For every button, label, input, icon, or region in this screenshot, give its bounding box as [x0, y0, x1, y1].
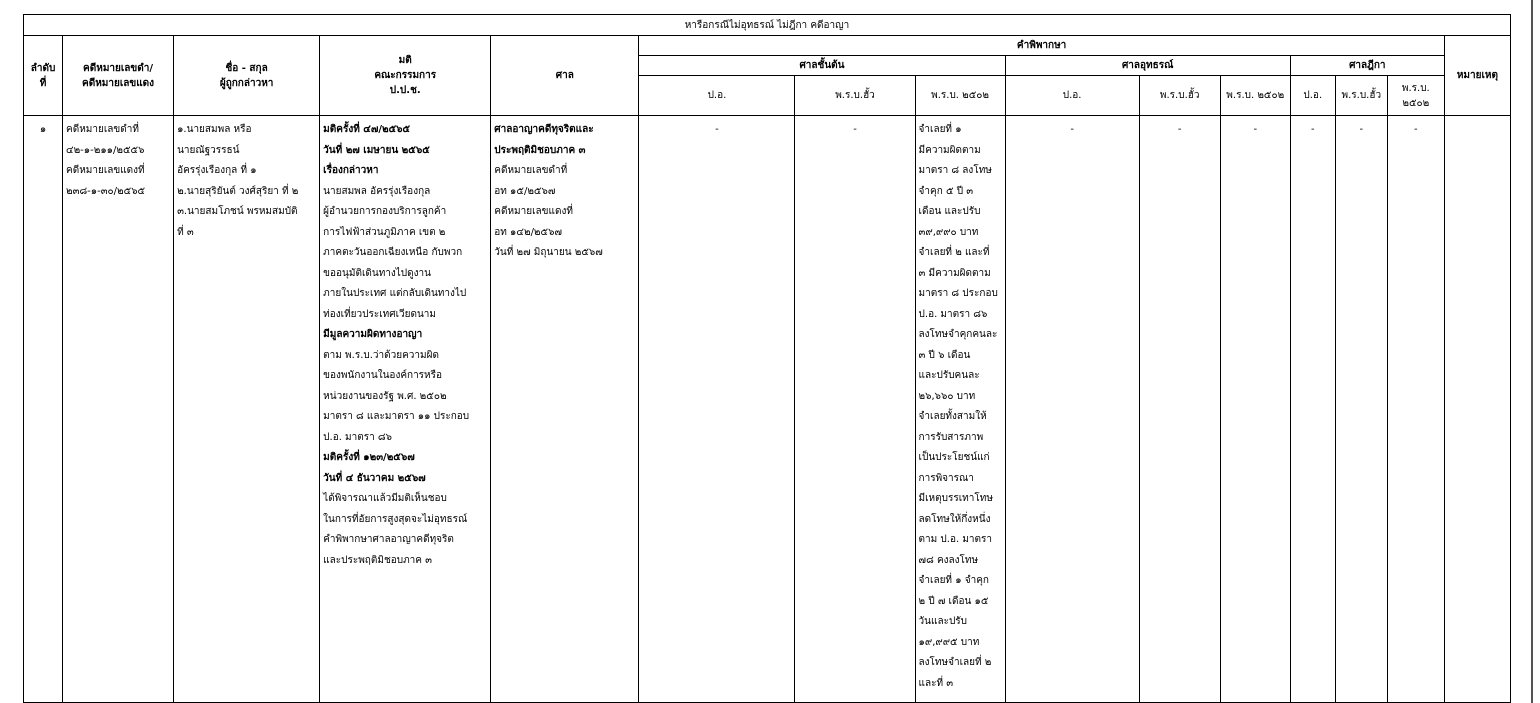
case-table — [23, 14, 1511, 703]
judgment-line: ลงโทษจำเลยที่ ๒ — [918, 657, 992, 668]
row-resolution — [320, 116, 491, 703]
resolution-line: มติครั้งที่ ๑๒๓/๒๕๖๗ — [323, 452, 415, 463]
judgment-line: จำเลยทั้งสามให้ — [918, 411, 987, 422]
header-first-pr-2502: พ.ร.บ. ๒๕๐๒ — [915, 76, 1005, 116]
table-title: หารือกรณีไม่อุทธรณ์ ไม่ฎีกา คดีอาญา — [24, 15, 1511, 36]
row-supreme-pr-2502: - — [1387, 116, 1444, 703]
header-remark: หมายเหตุ — [1444, 36, 1510, 116]
judgment-line: ๒๖,๖๖๐ บาท — [918, 390, 976, 402]
judgment-line: และที่ ๓ — [918, 677, 954, 689]
judgment-line: เดือน และปรับ — [918, 206, 981, 217]
judgment-line: จำคุก ๕ ปี ๓ — [918, 185, 974, 197]
header-court-supreme: ศาลฎีกา — [1290, 56, 1444, 76]
row-first-pr-2502 — [915, 116, 1005, 703]
header-first-pr-hua: พ.ร.บ.ฮั้ว — [795, 76, 915, 116]
resolution-line: คำพิพากษาศาลอาญาคดีทุจริต — [323, 534, 454, 545]
judgment-line: การพิจารณา — [918, 472, 974, 484]
resolution-line: ได้พิจารณาแล้วมีมติเห็นชอบ — [323, 493, 447, 504]
header-appeal-po: ป.อ. — [1005, 76, 1139, 116]
row-appeal-po: - — [1005, 116, 1139, 703]
resolution-line: นายสมพล อัครรุ่งเรืองกุล — [323, 185, 431, 197]
judgment-line: ๓๙,๙๙๐ บาท — [918, 226, 979, 238]
resolution-line: ท่องเที่ยวประเทศเวียดนาม — [323, 308, 437, 320]
header-supreme-pr-hua: พ.ร.บ.ฮั้ว — [1335, 76, 1387, 116]
judgment-line: ลงโทษจำคุกคนละ — [918, 329, 998, 340]
resolution-line: ภายในประเทศ แต่กลับเดินทางไป — [323, 288, 467, 299]
judgment-line: ๓ มีความผิดตาม — [918, 267, 991, 279]
resolution-line: ของพนักงานในองค์การหรือ — [323, 370, 443, 381]
row-supreme-po: - — [1290, 116, 1335, 703]
court-line: คดีหมายเลขดำที่ — [494, 165, 568, 176]
judgment-line: มาตรา ๘ ประกอบ — [918, 288, 998, 299]
row-accused: ๑.นายสมพล หรือ นายณัฐวรรธน์ อัครรุ่งเรืองกุล ที่ ๑ ๒.นายสุริยันต์ วงศ์สุริยา ที่ ๒ ๓.นายสมโภชน์ พรหมสมบัติ ที่ ๓ — [174, 116, 320, 703]
judgment-line: ตาม ป.อ. มาตรา — [918, 534, 993, 545]
judgment-line: ๓ ปี ๖ เดือน — [918, 349, 971, 361]
judgment-line: เป็นประโยชน์แก่ — [918, 452, 990, 463]
resolution-line: เรื่องกล่าวหา — [323, 165, 379, 176]
header-no: ลำดับ ที่ — [24, 36, 63, 116]
header-resolution: มติ คณะกรรมการ ป.ป.ช. — [320, 36, 491, 116]
header-court-appeal: ศาลอุทธรณ์ — [1005, 56, 1290, 76]
resolution-line: วันที่ ๒๗ เมษายน ๒๕๖๕ — [323, 144, 430, 156]
table-row — [24, 116, 1511, 703]
judgment-line: ๗๘ คงลงโทษ — [918, 554, 979, 566]
resolution-line: มติครั้งที่ ๔๗/๒๕๖๕ — [323, 124, 411, 135]
row-case-no: คดีหมายเลขดำที่ ๔๒-๑-๒๑๑/๒๕๕๖ คดีหมายเลขแดงที่ ๒๓๘-๑-๓๐/๒๕๖๕ — [63, 116, 174, 703]
header-first-po: ป.อ. — [639, 76, 795, 116]
judgment-line: มีเหตุบรรเทาโทษ — [918, 493, 993, 504]
row-supreme-pr-hua: - — [1335, 116, 1387, 703]
judgment-line: และปรับคนละ — [918, 370, 980, 381]
judgment-line: ลดโทษให้กึ่งหนึ่ง — [918, 513, 991, 525]
row-first-po: - — [639, 116, 795, 703]
resolution-line: การไฟฟ้าส่วนภูมิภาค เขต ๒ — [323, 226, 446, 238]
resolution-line: หน่วยงานของรัฐ พ.ศ. ๒๕๐๒ — [323, 390, 447, 402]
court-line: อท ๑๔๒/๒๕๖๗ — [494, 226, 562, 238]
row-no: ๑ — [24, 116, 63, 703]
judgment-line: วันและปรับ — [918, 616, 968, 627]
header-court-first: ศาลชั้นต้น — [639, 56, 1005, 76]
judgment-line: จำเลยที่ ๑ — [918, 124, 962, 135]
judgment-line: มาตรา ๘ ลงโทษ — [918, 165, 992, 176]
resolution-line: วันที่ ๔ ธันวาคม ๒๕๖๗ — [323, 472, 426, 484]
court-line: คดีหมายเลขแดงที่ — [494, 206, 573, 217]
row-court — [491, 116, 639, 703]
resolution-line: ผู้อำนวยการกองบริการลูกค้า — [323, 206, 447, 217]
header-supreme-pr-2502: พ.ร.บ. ๒๕๐๒ — [1387, 76, 1444, 116]
row-first-pr-hua: - — [795, 116, 915, 703]
header-supreme-po: ป.อ. — [1290, 76, 1335, 116]
resolution-line: ป.อ. มาตรา ๘๖ — [323, 431, 392, 443]
resolution-line: ในการที่อัยการสูงสุดจะไม่อุทธรณ์ — [323, 513, 468, 525]
court-line: ศาลอาญาคดีทุจริตและ — [494, 124, 594, 135]
row-appeal-pr-hua: - — [1139, 116, 1220, 703]
resolution-line: และประพฤติมิชอบภาค ๓ — [323, 554, 432, 566]
page-edge — [1531, 0, 1533, 703]
court-line: อท ๑๕/๒๕๖๗ — [494, 185, 556, 197]
judgment-line: ป.อ. มาตรา ๘๖ — [918, 308, 988, 320]
court-line: วันที่ ๒๗ มิถุนายน ๒๕๖๗ — [494, 247, 603, 258]
header-appeal-pr-2502: พ.ร.บ. ๒๕๐๒ — [1220, 76, 1290, 116]
row-remark — [1444, 116, 1510, 703]
header-court: ศาล — [491, 36, 639, 116]
header-accused: ชื่อ - สกุล ผู้ถูกกล่าวหา — [174, 36, 320, 116]
judgment-line: การรับสารภาพ — [918, 431, 984, 443]
judgment-line: ๑๙,๙๙๕ บาท — [918, 636, 980, 648]
judgment-line: จำเลยที่ ๒ และที่ — [918, 247, 990, 258]
row-appeal-pr-2502: - — [1220, 116, 1290, 703]
resolution-line: ตาม พ.ร.บ.ว่าด้วยความผิด — [323, 349, 439, 361]
header-case-no: คดีหมายเลขดำ/ คดีหมายเลขแดง — [63, 36, 174, 116]
resolution-line: ขออนุมัติเดินทางไปดูงาน — [323, 267, 431, 279]
header-appeal-pr-hua: พ.ร.บ.ฮั้ว — [1139, 76, 1220, 116]
judgment-line: ๒ ปี ๗ เดือน ๑๕ — [918, 595, 989, 607]
resolution-line: มาตรา ๘ และมาตรา ๑๑ ประกอบ — [323, 411, 470, 422]
header-judgment: คำพิพากษา — [639, 36, 1444, 56]
court-line: ประพฤติมิชอบภาค ๓ — [494, 144, 586, 156]
judgment-line: จำเลยที่ ๑ จำคุก — [918, 575, 989, 586]
judgment-line: มีความผิดตาม — [918, 144, 981, 156]
resolution-line: ภาคตะวันออกเฉียงเหนือ กับพวก — [323, 247, 463, 258]
resolution-line: มีมูลความผิดทางอาญา — [323, 329, 423, 340]
